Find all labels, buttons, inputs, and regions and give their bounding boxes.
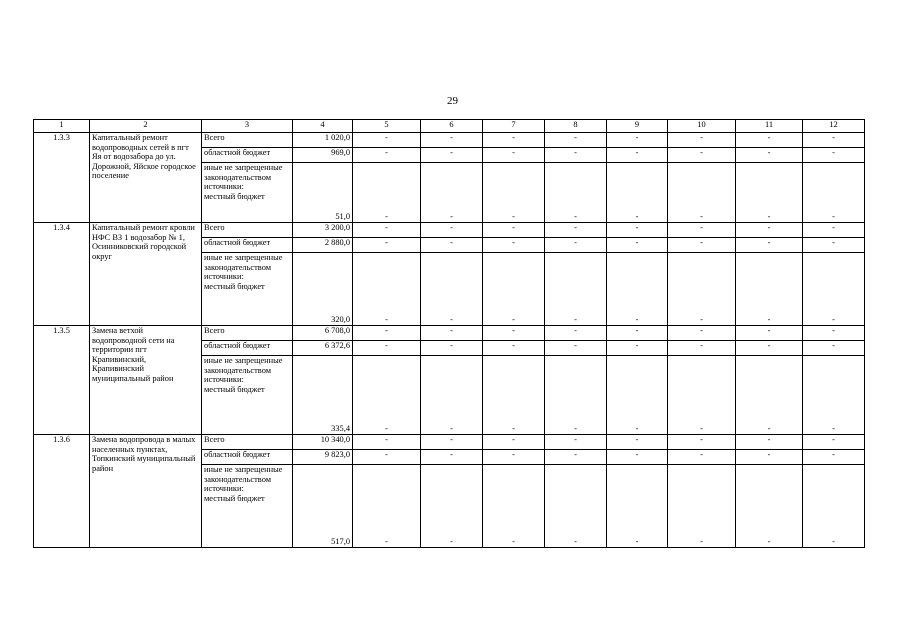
empty-year-cell: -: [545, 341, 607, 356]
empty-year-cell: -: [668, 356, 736, 435]
empty-year-cell: -: [736, 223, 803, 238]
empty-year-cell: -: [421, 465, 483, 548]
amount-cell: 2 880,0: [293, 238, 353, 253]
item-number: 1.3.5: [34, 326, 90, 435]
empty-year-cell: -: [545, 356, 607, 435]
budget-table: [33, 119, 865, 548]
header-cell: 9: [607, 120, 668, 133]
header-cell: 11: [736, 120, 803, 133]
empty-year-cell: -: [803, 163, 865, 223]
empty-year-cell: -: [803, 148, 865, 163]
amount-cell: 1 020,0: [293, 133, 353, 148]
empty-year-cell: -: [736, 253, 803, 326]
empty-year-cell: -: [607, 133, 668, 148]
empty-year-cell: -: [353, 435, 421, 450]
empty-year-cell: -: [607, 223, 668, 238]
header-cell: 1: [34, 120, 90, 133]
empty-year-cell: -: [607, 238, 668, 253]
item-number: 1.3.6: [34, 435, 90, 548]
empty-year-cell: -: [803, 356, 865, 435]
empty-year-cell: -: [803, 450, 865, 465]
empty-year-cell: -: [421, 148, 483, 163]
empty-year-cell: -: [803, 341, 865, 356]
empty-year-cell: -: [668, 148, 736, 163]
empty-year-cell: -: [353, 465, 421, 548]
source-label: Всего: [202, 435, 293, 450]
item-name: Замена водопровода в малых населенных пунктах, Топкинский муниципальный район: [90, 435, 202, 548]
empty-year-cell: -: [736, 450, 803, 465]
source-label: областной бюджет: [202, 341, 293, 356]
empty-year-cell: -: [736, 341, 803, 356]
empty-year-cell: -: [736, 356, 803, 435]
header-cell: 8: [545, 120, 607, 133]
empty-year-cell: -: [545, 435, 607, 450]
empty-year-cell: -: [421, 341, 483, 356]
empty-year-cell: -: [483, 238, 545, 253]
source-label: Всего: [202, 223, 293, 238]
empty-year-cell: -: [421, 253, 483, 326]
amount-cell: 320,0: [293, 253, 353, 326]
item-number: 1.3.4: [34, 223, 90, 326]
source-label: [202, 356, 293, 435]
header-cell: 2: [90, 120, 202, 133]
amount-cell: 3 200,0: [293, 223, 353, 238]
empty-year-cell: -: [353, 341, 421, 356]
empty-year-cell: -: [483, 465, 545, 548]
empty-year-cell: -: [545, 253, 607, 326]
source-other-label: иные не запрещенные законодательством источники:: [204, 253, 283, 282]
amount-cell: 969,0: [293, 148, 353, 163]
empty-year-cell: -: [736, 465, 803, 548]
empty-year-cell: -: [668, 253, 736, 326]
empty-year-cell: -: [736, 238, 803, 253]
empty-year-cell: -: [483, 326, 545, 341]
amount-cell: 51,0: [293, 163, 353, 223]
empty-year-cell: -: [483, 450, 545, 465]
empty-year-cell: -: [353, 133, 421, 148]
header-cell: 12: [803, 120, 865, 133]
source-local-label: местный бюджет: [204, 384, 265, 394]
empty-year-cell: -: [353, 163, 421, 223]
header-cell: 10: [668, 120, 736, 133]
header-cell: 5: [353, 120, 421, 133]
amount-cell: 6 708,0: [293, 326, 353, 341]
source-local-label: местный бюджет: [204, 493, 265, 503]
empty-year-cell: -: [607, 326, 668, 341]
empty-year-cell: -: [668, 341, 736, 356]
empty-year-cell: -: [483, 341, 545, 356]
empty-year-cell: -: [421, 326, 483, 341]
item-name: Капитальный ремонт кровли НФС ВЗ 1 водозабор № 1, Осинниковский городской округ: [90, 223, 202, 326]
empty-year-cell: -: [353, 450, 421, 465]
empty-year-cell: -: [668, 435, 736, 450]
empty-year-cell: -: [607, 148, 668, 163]
empty-year-cell: -: [353, 148, 421, 163]
empty-year-cell: -: [483, 148, 545, 163]
empty-year-cell: -: [421, 435, 483, 450]
empty-year-cell: -: [483, 435, 545, 450]
empty-year-cell: -: [353, 223, 421, 238]
empty-year-cell: -: [483, 253, 545, 326]
empty-year-cell: -: [483, 356, 545, 435]
source-label: Всего: [202, 326, 293, 341]
empty-year-cell: -: [736, 163, 803, 223]
empty-year-cell: -: [421, 238, 483, 253]
page-number: 29: [447, 95, 458, 107]
source-label: [202, 465, 293, 548]
empty-year-cell: -: [483, 133, 545, 148]
empty-year-cell: -: [668, 450, 736, 465]
empty-year-cell: -: [803, 133, 865, 148]
empty-year-cell: -: [607, 465, 668, 548]
amount-cell: 10 340,0: [293, 435, 353, 450]
empty-year-cell: -: [607, 341, 668, 356]
header-cell: 7: [483, 120, 545, 133]
source-label: областной бюджет: [202, 450, 293, 465]
empty-year-cell: -: [607, 435, 668, 450]
empty-year-cell: -: [421, 356, 483, 435]
source-local-label: местный бюджет: [204, 191, 265, 201]
source-label: Всего: [202, 133, 293, 148]
empty-year-cell: -: [545, 148, 607, 163]
empty-year-cell: -: [483, 223, 545, 238]
empty-year-cell: -: [545, 223, 607, 238]
amount-cell: 6 372,6: [293, 341, 353, 356]
source-other-label: иные не запрещенные законодательством источники:: [204, 163, 283, 192]
header-cell: 3: [202, 120, 293, 133]
empty-year-cell: -: [421, 133, 483, 148]
empty-year-cell: -: [736, 133, 803, 148]
empty-year-cell: -: [421, 223, 483, 238]
empty-year-cell: -: [736, 435, 803, 450]
header-cell: 4: [293, 120, 353, 133]
empty-year-cell: -: [736, 148, 803, 163]
empty-year-cell: -: [803, 253, 865, 326]
empty-year-cell: -: [803, 465, 865, 548]
empty-year-cell: -: [668, 465, 736, 548]
empty-year-cell: -: [545, 326, 607, 341]
table-row: [34, 326, 865, 341]
empty-year-cell: -: [668, 223, 736, 238]
table-row: [34, 133, 865, 148]
source-label: областной бюджет: [202, 148, 293, 163]
empty-year-cell: -: [353, 356, 421, 435]
empty-year-cell: -: [668, 133, 736, 148]
table-row: [34, 435, 865, 450]
amount-cell: 335,4: [293, 356, 353, 435]
empty-year-cell: -: [803, 238, 865, 253]
empty-year-cell: -: [421, 163, 483, 223]
source-label: областной бюджет: [202, 238, 293, 253]
empty-year-cell: -: [353, 326, 421, 341]
empty-year-cell: -: [607, 450, 668, 465]
empty-year-cell: -: [353, 238, 421, 253]
item-number: 1.3.3: [34, 133, 90, 223]
source-label: [202, 253, 293, 326]
item-name: Капитальный ремонт водопроводных сетей в пгт Яя от водозабора до ул. Дорожной, Яйское городское поселение: [90, 133, 202, 223]
source-other-label: иные не запрещенные законодательством источники:: [204, 465, 283, 494]
empty-year-cell: -: [736, 326, 803, 341]
empty-year-cell: -: [668, 163, 736, 223]
source-local-label: местный бюджет: [204, 281, 265, 291]
empty-year-cell: -: [545, 450, 607, 465]
empty-year-cell: -: [545, 465, 607, 548]
source-label: [202, 163, 293, 223]
source-other-label: иные не запрещенные законодательством источники:: [204, 356, 283, 385]
empty-year-cell: -: [803, 223, 865, 238]
empty-year-cell: -: [421, 450, 483, 465]
empty-year-cell: -: [483, 163, 545, 223]
empty-year-cell: -: [803, 326, 865, 341]
empty-year-cell: -: [353, 253, 421, 326]
table-row: [34, 223, 865, 238]
empty-year-cell: -: [803, 435, 865, 450]
header-cell: 6: [421, 120, 483, 133]
empty-year-cell: -: [668, 238, 736, 253]
empty-year-cell: -: [607, 356, 668, 435]
empty-year-cell: -: [545, 163, 607, 223]
amount-cell: 517,0: [293, 465, 353, 548]
empty-year-cell: -: [668, 326, 736, 341]
empty-year-cell: -: [607, 253, 668, 326]
header-row: [34, 120, 865, 133]
item-name: Замена ветхой водопроводной сети на территории пгт Крапивинский, Крапивинский муниципальный район: [90, 326, 202, 435]
empty-year-cell: -: [545, 133, 607, 148]
empty-year-cell: -: [607, 163, 668, 223]
amount-cell: 9 823,0: [293, 450, 353, 465]
empty-year-cell: -: [545, 238, 607, 253]
